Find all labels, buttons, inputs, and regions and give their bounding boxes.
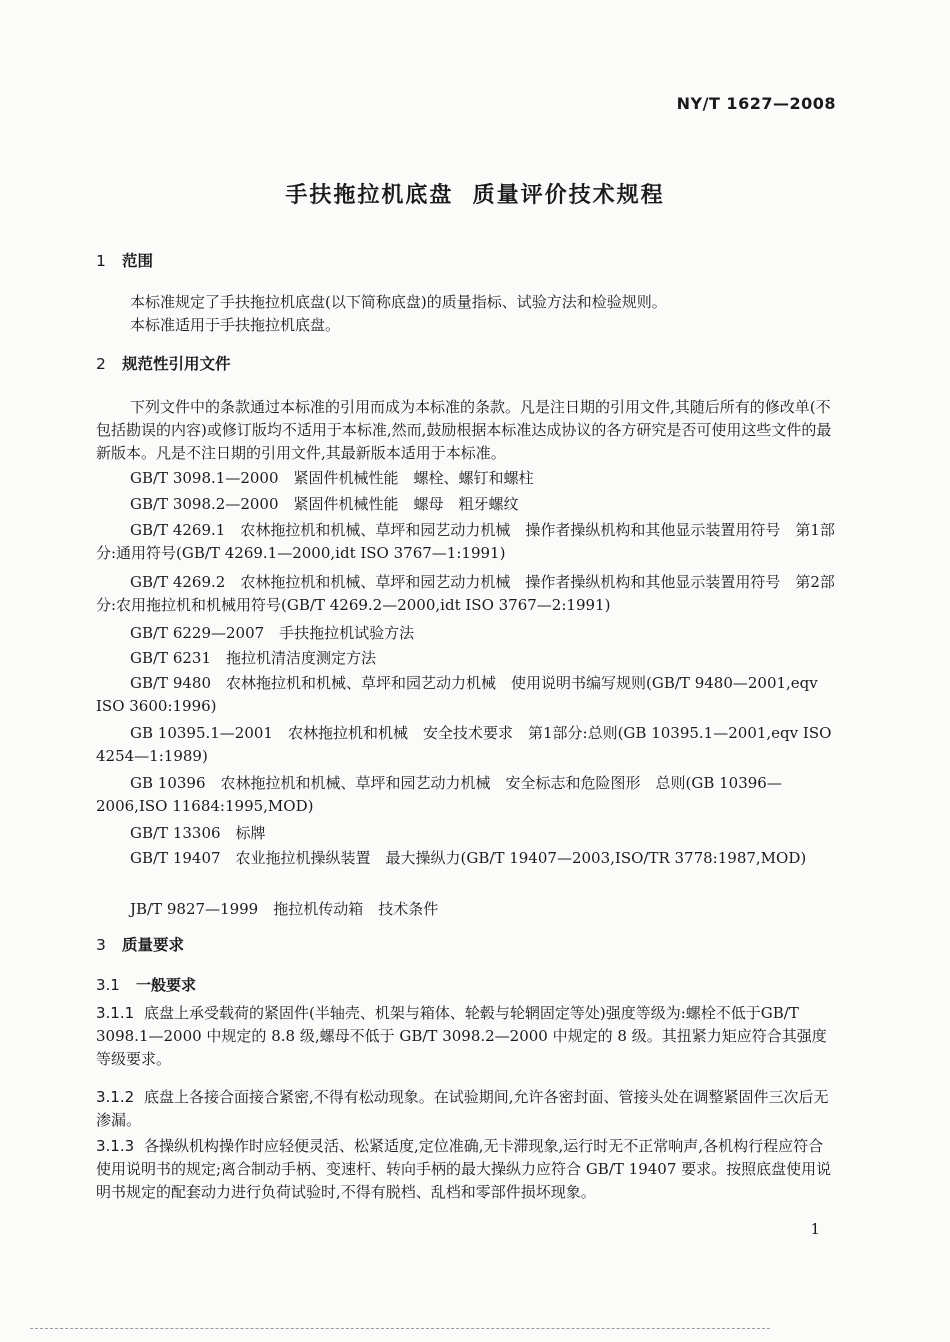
reference-item: GB/T 19407 农业拖拉机操纵装置 最大操纵力(GB/T 19407—2003,ISO/TR 3778:1987,MOD) <box>130 849 807 867</box>
reference-item: GB/T 4269.1 农林拖拉机和机械、草坪和园艺动力机械 操作者操纵机构和其他显示装置用符号 第1部分:通用符号(GB/T 4269.1—2000,idt ISO 3767—1:1991) <box>96 521 835 562</box>
section-title: 规范性引用文件 <box>122 355 231 373</box>
section-number: 2 <box>96 355 106 373</box>
subsection-number: 3.1 <box>96 976 120 994</box>
reference-item: GB/T 4269.2 农林拖拉机和机械、草坪和园艺动力机械 操作者操纵机构和其他显示装置用符号 第2部分:农用拖拉机和机械用符号(GB/T 4269.2—2000,idt ISO 3767—2:1991) <box>96 573 835 614</box>
clause-number: 3.1.1 <box>96 1004 135 1022</box>
paragraph: 本标准规定了手扶拖拉机底盘(以下简称底盘)的质量指标、试验方法和检验规则。 <box>130 293 667 311</box>
subsection-heading <box>96 974 836 997</box>
reference-item: GB/T 3098.2—2000 紧固件机械性能 螺母 粗牙螺纹 <box>130 495 519 513</box>
clause <box>96 1002 836 1071</box>
section-3-heading <box>96 934 836 957</box>
document-title: 手扶拖拉机底盘 质量评价技术规程 <box>285 183 665 208</box>
bottom-rule <box>30 1328 770 1329</box>
page-number: 1 <box>810 1220 820 1238</box>
reference-item: GB/T 3098.1—2000 紧固件机械性能 螺栓、螺钉和螺柱 <box>130 469 534 487</box>
clause-text: 底盘上承受载荷的紧固件(半轴壳、机架与箱体、轮毂与轮辋固定等处)强度等级为:螺栓不低于GB/T 3098.1—2000 中规定的 8.8 级,螺母不低于 GB/T 3098.2—2000 中规定的 8 级。其扭紧力矩应符合其强度等级要求。 <box>96 1004 827 1068</box>
reference-item: GB/T 6229—2007 手扶拖拉机试验方法 <box>130 624 415 642</box>
clause-text: 底盘上各接合面接合紧密,不得有松动现象。在试验期间,允许各密封面、管接头处在调整紧固件三次后无渗漏。 <box>96 1088 829 1129</box>
subsection-title: 一般要求 <box>136 976 197 994</box>
reference-item: GB/T 6231 拖拉机清洁度测定方法 <box>130 649 377 667</box>
reference-item: GB 10396 农林拖拉机和机械、草坪和园艺动力机械 安全标志和危险图形 总则(GB 10396—2006,ISO 11684:1995,MOD) <box>96 774 782 815</box>
clause-number: 3.1.3 <box>96 1137 135 1155</box>
section-number: 3 <box>96 936 106 954</box>
clause-text: 各操纵机构操作时应轻便灵活、松紧适度,定位准确,无卡滞现象,运行时无不正常响声,各机构行程应符合使用说明书的规定;离合制动手柄、变速杆、转向手柄的最大操纵力应符合 GB/T 19407 要求。按照底盘使用说明书规定的配套动力进行负荷试验时,不得有脱档、乱档和零部件损坏现象。 <box>96 1137 832 1201</box>
reference-item: GB 10395.1—2001 农林拖拉机和机械 安全技术要求 第1部分:总则(GB 10395.1—2001,eqv ISO 4254—1:1989) <box>96 724 832 765</box>
paragraph: 本标准适用于手扶拖拉机底盘。 <box>130 316 341 334</box>
clause-number: 3.1.2 <box>96 1088 135 1106</box>
reference-item: GB/T 9480 农林拖拉机和机械、草坪和园艺动力机械 使用说明书编写规则(GB/T 9480—2001,eqv ISO 3600:1996) <box>96 674 818 715</box>
section-title: 质量要求 <box>122 936 185 954</box>
paragraph: 下列文件中的条款通过本标准的引用而成为本标准的条款。凡是注日期的引用文件,其随后所有的修改单(不包括勘误的内容)或修订版均不适用于本标准,然而,鼓励根据本标准达成协议的各方研究是否可使用这些文件的最新版本。凡是不注日期的引用文件,其最新版本适用于本标准。 <box>96 398 832 462</box>
section-number: 1 <box>96 252 106 270</box>
reference-item: GB/T 13306 标牌 <box>130 824 266 842</box>
standard-code: NY/T 1627—2008 <box>676 94 836 113</box>
section-1-heading <box>96 250 836 273</box>
section-title: 范围 <box>122 252 154 270</box>
clause <box>96 1086 836 1132</box>
section-2-heading <box>96 353 836 376</box>
clause <box>96 1135 836 1204</box>
reference-item: JB/T 9827—1999 拖拉机传动箱 技术条件 <box>130 900 439 918</box>
